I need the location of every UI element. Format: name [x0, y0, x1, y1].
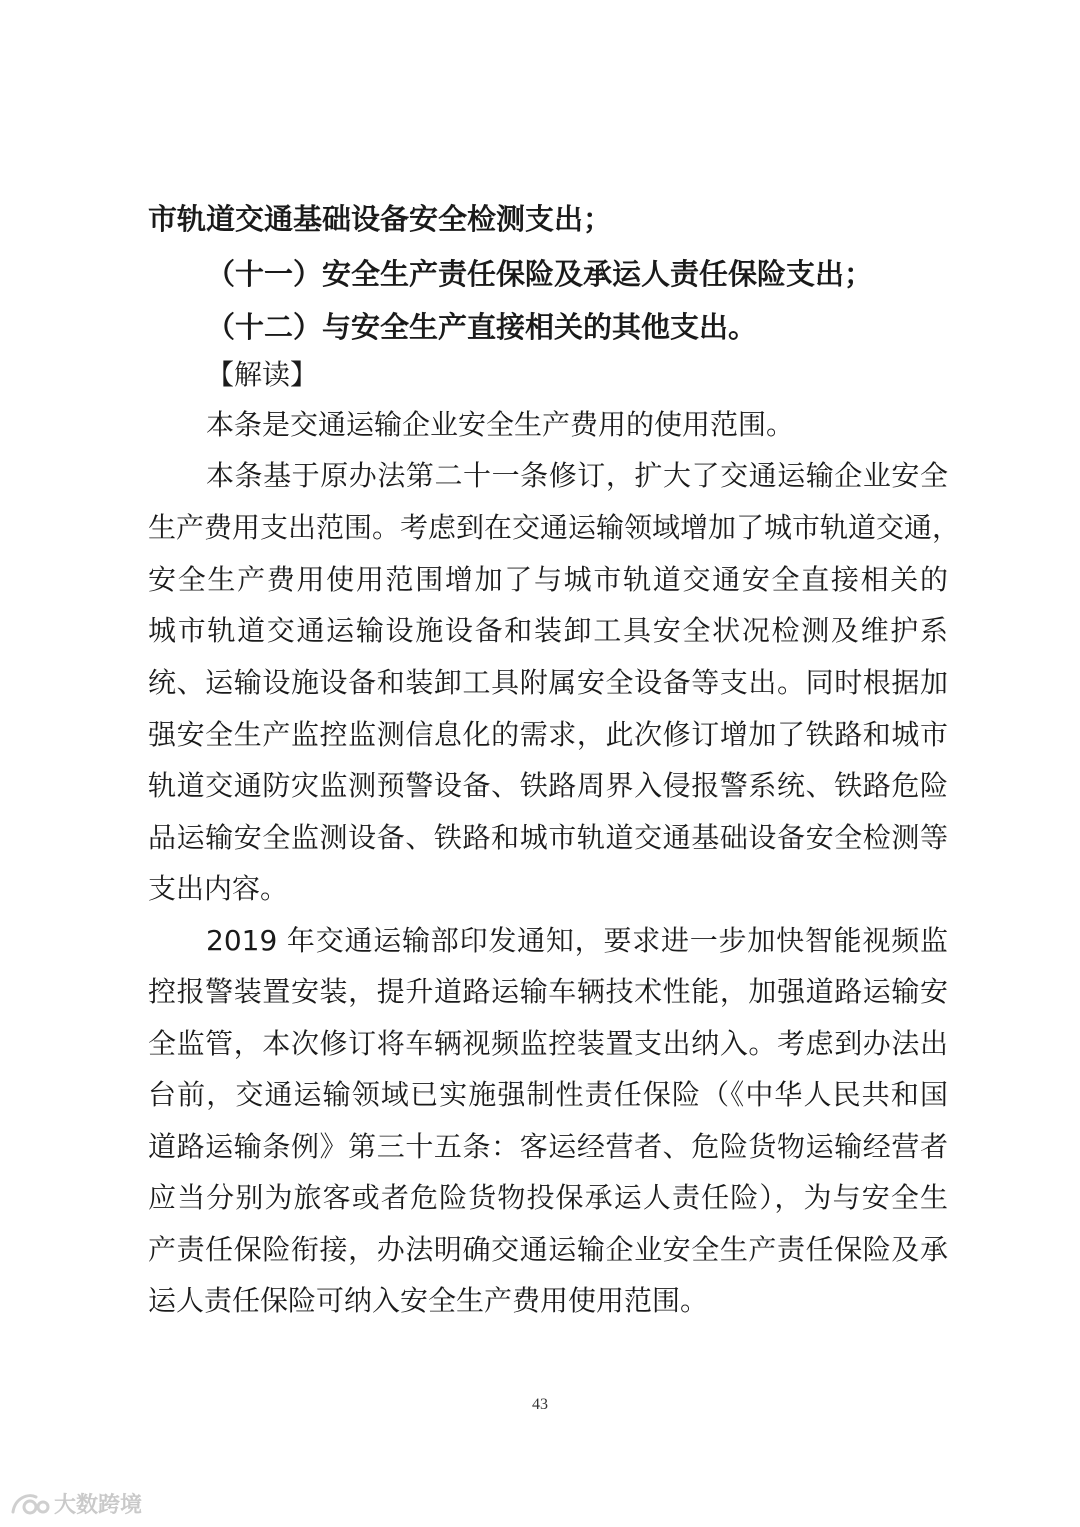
section-heading-interpretation: 【解读】 — [206, 358, 319, 391]
paragraph-line: 本条是交通运输企业安全生产费用的使用范围。 — [206, 408, 795, 441]
paragraph-line: 生产费用支出范围。考虑到在交通运输领域增加了城市轨道交通， — [148, 511, 961, 544]
paragraph-line: 轨道交通防灾监测预警设备、铁路周界入侵报警系统、铁路危险 — [148, 769, 948, 802]
paragraph-line: 2019 年交通运输部印发通知，要求进一步加快智能视频监 — [206, 924, 948, 957]
paragraph-line: 城市轨道交通运输设施设备和装卸工具安全状况检测及维护系 — [148, 614, 948, 647]
paragraph-line: 品运输安全监测设备、铁路和城市轨道交通基础设备安全检测等 — [148, 821, 948, 854]
paragraph-line: 安全生产费用使用范围增加了与城市轨道交通安全直接相关的 — [148, 563, 948, 596]
paragraph-line: 产责任保险衔接，办法明确交通运输企业安全生产责任保险及承 — [148, 1233, 948, 1266]
page-number: 43 — [532, 1396, 548, 1413]
paragraph-line: 道路运输条例》第三十五条：客运经营者、危险货物运输经营者 — [148, 1130, 948, 1163]
paragraph-line: 统、运输设施设备和装卸工具附属安全设备等支出。同时根据加 — [148, 666, 948, 699]
paragraph-line: 强安全生产监控监测信息化的需求，此次修订增加了铁路和城市 — [148, 718, 948, 751]
watermark-text: 大数跨境 — [54, 1493, 143, 1518]
paragraph-line: 控报警装置安装，提升道路运输车辆技术性能，加强道路运输安 — [148, 975, 948, 1008]
paragraph-line: 台前，交通运输领域已实施强制性责任保险（《中华人民共和国 — [148, 1078, 948, 1111]
paragraph-line: 全监管，本次修订将车辆视频监控装置支出纳入。考虑到办法出 — [148, 1027, 948, 1060]
paragraph-line: 运人责任保险可纳入安全生产费用使用范围。 — [148, 1284, 709, 1317]
dashuju-logo-icon — [10, 1490, 50, 1518]
watermark — [10, 1488, 142, 1519]
item-eleven: （十一）安全生产责任保险及承运人责任保险支出； — [206, 257, 874, 291]
item-twelve: （十二）与安全生产直接相关的其他支出。 — [206, 310, 758, 344]
paragraph-line: 应当分别为旅客或者危险货物投保承运人责任险），为与安全生 — [148, 1181, 948, 1214]
item-continuation-line: 市轨道交通基础设备安全检测支出； — [148, 202, 613, 236]
paragraph-line: 本条基于原办法第二十一条修订，扩大了交通运输企业安全 — [206, 459, 948, 492]
paragraph-line: 支出内容。 — [148, 872, 289, 905]
